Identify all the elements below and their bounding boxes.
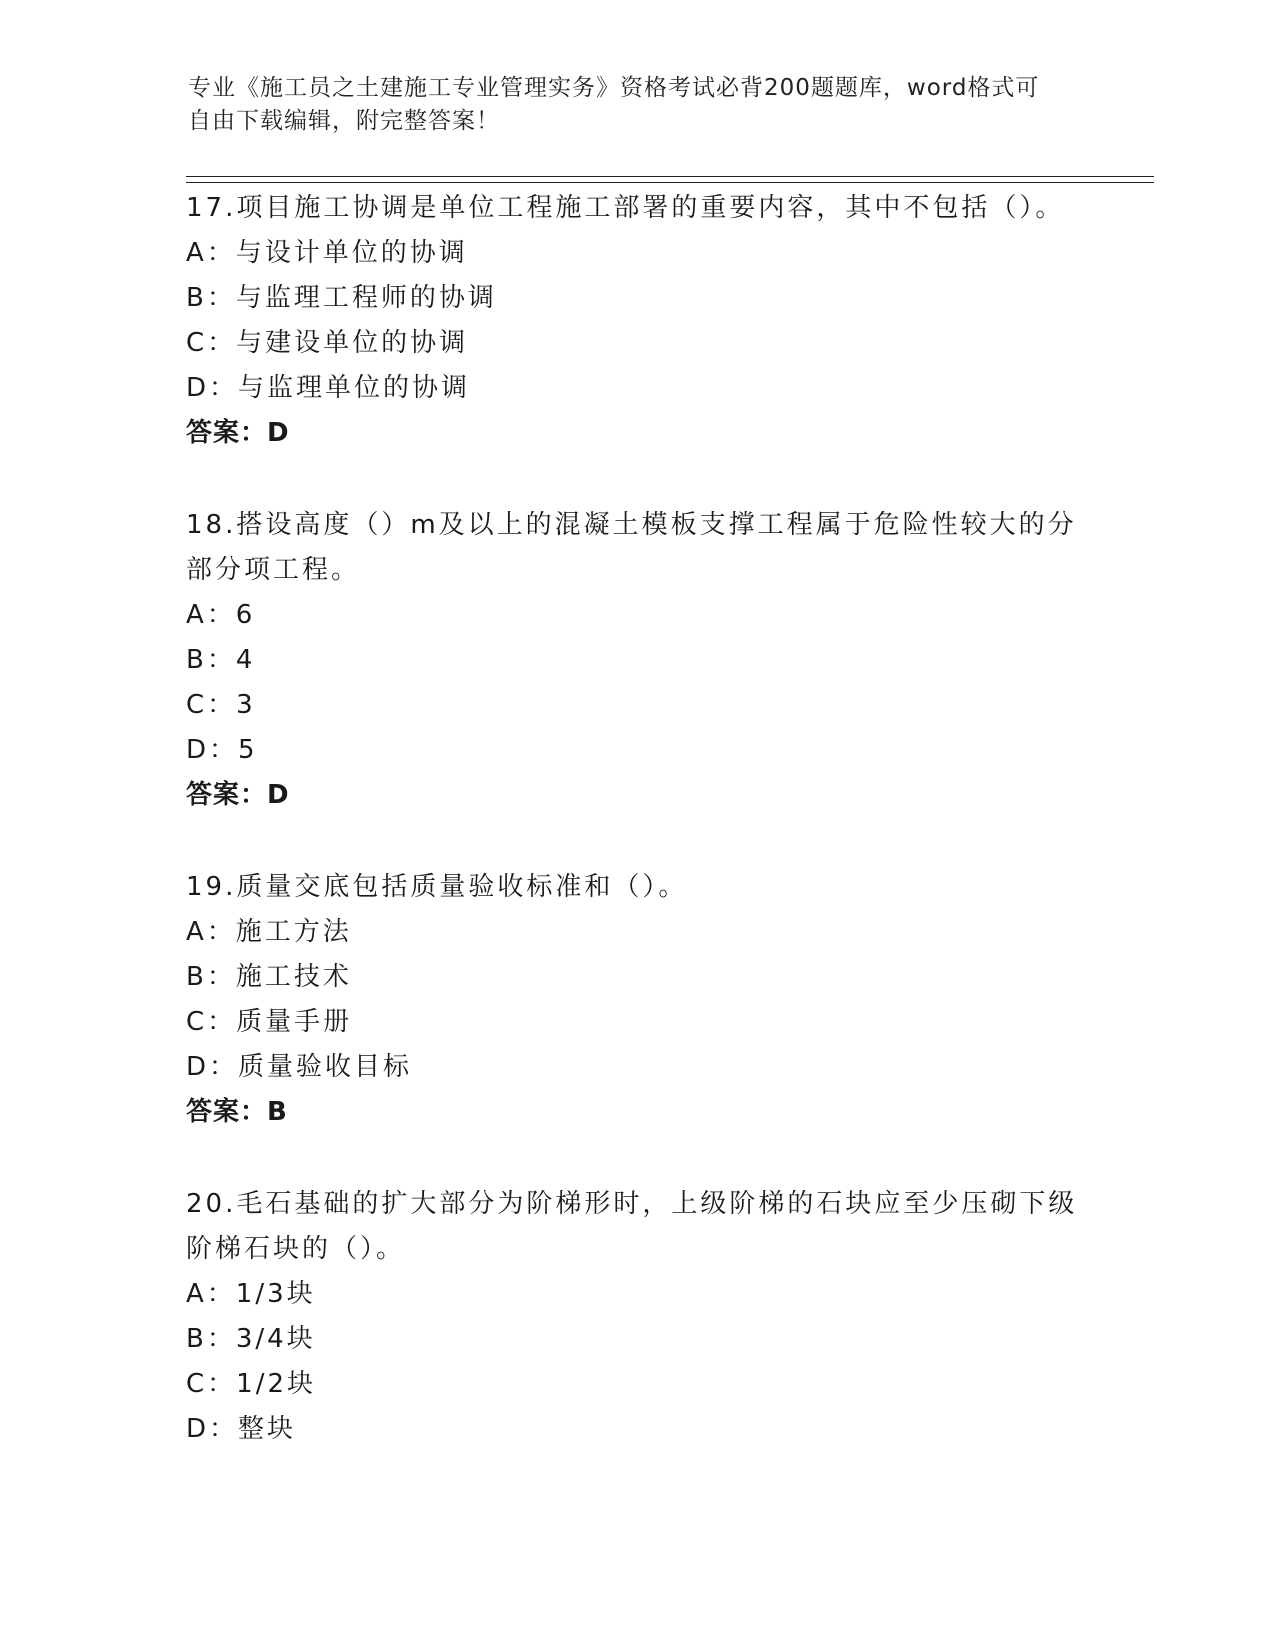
option-b: B：3/4块 (186, 1324, 316, 1354)
question-stem: 19.质量交底包括质量验收标准和（）。 (186, 872, 688, 902)
option-a: A：与设计单位的协调 (186, 238, 468, 268)
question-stem-line-1: 18.搭设高度（）m及以上的混凝土模板支撑工程属于危险性较大的分 (186, 510, 1077, 540)
option-a: A：1/3块 (186, 1279, 316, 1309)
document-header (188, 72, 1068, 138)
question-17 (186, 186, 1086, 456)
option-b: B：4 (186, 645, 256, 675)
option-b: B：与监理工程师的协调 (186, 283, 497, 313)
question-stem: 17.项目施工协调是单位工程施工部署的重要内容，其中不包括（）。 (186, 193, 1065, 223)
option-a: A：6 (186, 600, 256, 630)
header-title-line-2: 自由下载编辑，附完整答案！ (188, 108, 500, 134)
question-list (186, 186, 1086, 1499)
answer: 答案：D (186, 418, 290, 448)
answer: 答案：D (186, 780, 290, 810)
option-d: D：整块 (186, 1414, 297, 1444)
option-c: C：3 (186, 690, 256, 720)
question-18 (186, 503, 1086, 818)
answer: 答案：B (186, 1097, 288, 1127)
option-c: C：质量手册 (186, 1007, 353, 1037)
header-title-line-1: 专业《施工员之土建施工专业管理实务》资格考试必背200题题库，word格式可 (188, 75, 1040, 101)
option-d: D：质量验收目标 (186, 1052, 413, 1082)
option-c: C：与建设单位的协调 (186, 328, 469, 358)
question-stem-line-1: 20.毛石基础的扩大部分为阶梯形时，上级阶梯的石块应至少压砌下级 (186, 1189, 1078, 1219)
question-stem-line-2: 阶梯石块的（）。 (186, 1234, 406, 1264)
option-d: D：5 (186, 735, 258, 765)
option-d: D：与监理单位的协调 (186, 373, 471, 403)
option-b: B：施工技术 (186, 962, 352, 992)
question-19 (186, 865, 1086, 1135)
header-double-rule (186, 176, 1154, 183)
question-20 (186, 1182, 1086, 1452)
question-stem-line-2: 部分项工程。 (186, 555, 361, 585)
option-c: C：1/2块 (186, 1369, 316, 1399)
option-a: A：施工方法 (186, 917, 352, 947)
